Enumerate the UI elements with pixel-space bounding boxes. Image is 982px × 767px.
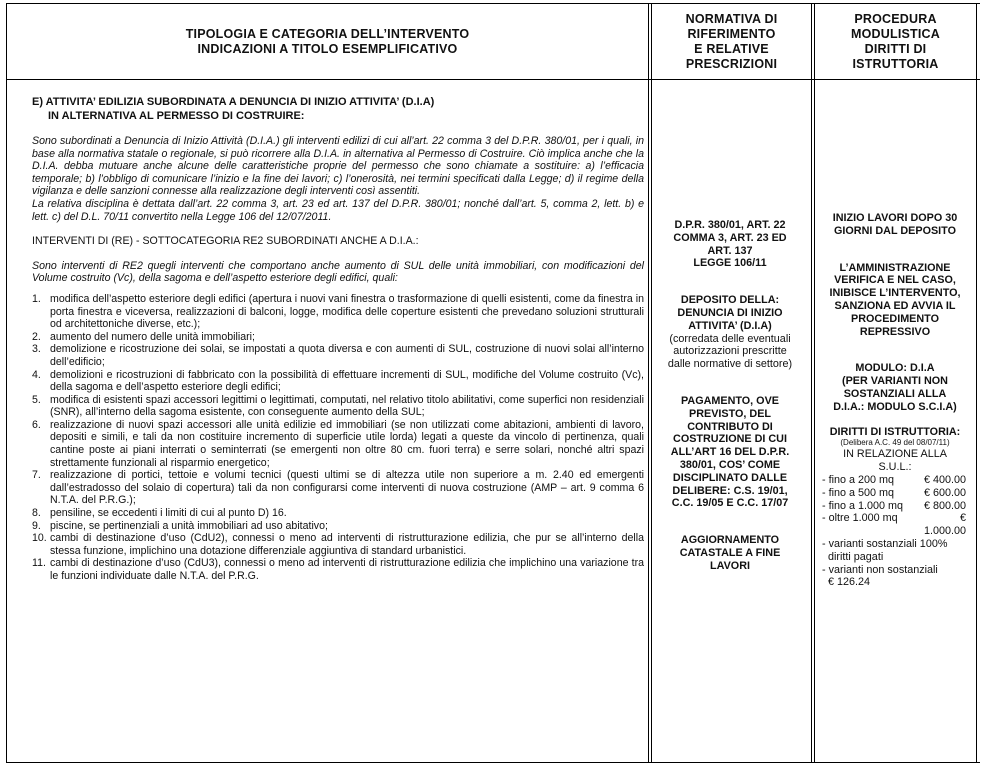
list-item-text: modifica di esistenti spazi accessori legittimi o legittimati, computati, nel relativo titolo abilitativi, come superfici non residenziali (SNR), all’interno della sagoma esistente, con conseguente aumento della SUL; [50, 393, 644, 419]
list-item [32, 369, 644, 394]
fee-label: - fino a 1.000 mq [822, 499, 904, 512]
payment-line: C.C. 19/05 E C.C. 17/07 [671, 497, 789, 510]
deposit-note-line: dalle normative di settore) [667, 358, 793, 371]
module-line: (PER VARIANTI NON [842, 375, 948, 388]
fee-label: - fino a 500 mq [822, 486, 895, 499]
start-works-block [818, 212, 972, 238]
column-divider-2b [814, 3, 815, 763]
section-subtitle: IN ALTERNATIVA AL PERMESSO DI COSTRUIRE: [48, 109, 305, 122]
reference-line: COMMA 3, ART. 23 ED [673, 231, 787, 244]
header-procedura-line: DIRITTI DI [864, 41, 927, 56]
fees-delibera: (Delibera A.C. 49 del 08/07/11) [840, 438, 950, 448]
section-title: E) ATTIVITA’ EDILIZIA SUBORDINATA A DENUNCIA DI INIZIO ATTIVITA’ (D.I.A) [32, 96, 435, 108]
admin-line: L’AMMINISTRAZIONE [839, 261, 951, 274]
header-normativa-line: E RELATIVE [694, 41, 769, 56]
fee-amount: € 800.00 [923, 499, 966, 512]
cadastral-block [655, 534, 805, 572]
deposit-line: ATTIVITA’ (D.I.A) [688, 319, 772, 332]
list-item-number: 7. [32, 469, 41, 482]
list-item-number: 10. [32, 532, 47, 545]
header-typology [7, 4, 648, 79]
list-item-text: aumento del numero delle unità immobiliari; [50, 330, 255, 343]
normativa-content [655, 219, 805, 573]
fee-amount: € 400.00 [923, 473, 966, 486]
header-normativa-line: NORMATIVA DI [685, 11, 778, 26]
module-block [818, 362, 972, 413]
admin-line: REPRESSIVO [859, 325, 931, 338]
variants-non-substantial-amount: € 126.24 [828, 576, 871, 589]
reference-line: ART. 137 [707, 244, 753, 257]
procedura-content [818, 212, 972, 589]
payment-block [655, 395, 805, 510]
fees-title: DIRITTI DI ISTRUTTORIA: [829, 425, 961, 438]
fees-block [818, 426, 972, 590]
list-item [32, 293, 644, 331]
column-divider-1b [651, 3, 652, 763]
fee-row [818, 500, 972, 513]
list-item-number: 6. [32, 418, 41, 431]
fee-label: - oltre 1.000 mq [822, 512, 898, 525]
list-item-text: modifica dell’aspetto esteriore degli edifici (apertura i nuovi vani finestra o trasformazione di quelli esistenti, come da finestra in porta finestra e viceversa, realizzazioni di balconi, logge, modifica delle coperture esistenti che prevedano soluzioni strutturali od architettoniche diverse, etc.); [50, 292, 644, 331]
fees-sul-line: IN RELAZIONE ALLA [843, 448, 947, 461]
list-item [32, 507, 644, 520]
table-left-border [6, 3, 7, 763]
payment-line: PREVISTO, DEL [689, 407, 771, 420]
header-procedura [815, 4, 976, 79]
list-item [32, 532, 644, 557]
list-item-text: pensiline, se eccedenti i limiti di cui al punto D) 16. [50, 507, 287, 520]
fee-row [818, 512, 972, 538]
re2-paragraph: Sono interventi di RE2 quegli interventi che comportano anche aumento di SUL delle unità immobiliari, con modificazioni del Volume costruito (Vc), della sagoma e dell’aspetto esteriore degli edifici, quali: [32, 259, 644, 285]
payment-line: ALL’ART 16 DEL D.P.R. [670, 446, 790, 459]
deposit-line: DEPOSITO DELLA: [680, 294, 780, 307]
payment-line: 380/01, COS’ COME [679, 458, 781, 471]
list-item-text: realizzazione di portici, tettoie e volumi tecnici (questi ultimi se di altezza utile non superiore a m. 2.40 ed emergenti dall’estradosso del solaio di copertura) tali da non configurarsi come interventi di nuova costruzione (AMP – art. 9 comma 6 N.T.A. del P.R.G.); [50, 469, 644, 507]
module-line: MODULO: D.I.A [855, 362, 935, 375]
list-item-number: 2. [32, 330, 41, 343]
list-item-text: cambi di destinazione d’uso (CdU2), connessi o meno ad interventi di ristrutturazione edilizia, che pur se all’interno della stessa funzione, implichino una dotazione differenziale aggiuntiva di standard urbanistici. [50, 532, 644, 557]
variants-substantial: - varianti sostanziali 100% [822, 537, 948, 550]
list-item-number: 8. [32, 507, 41, 520]
list-item-text: demolizioni e ricostruzioni di fabbricato con la possibilità di effettuare incrementi di SUL, modifiche del Volume costruito (Vc), della sagoma e dell’aspetto esteriore degli edifici; [50, 368, 644, 394]
header-typology-line1: TIPOLOGIA E CATEGORIA DELL’INTERVENTO [185, 26, 470, 41]
admin-line: PROCEDIMENTO [851, 312, 939, 325]
list-item [32, 331, 644, 344]
payment-line: PAGAMENTO, OVE [681, 394, 779, 407]
list-item [32, 520, 644, 533]
header-typology-line2: INDICAZIONI A TITOLO ESEMPLIFICATIVO [197, 41, 458, 56]
module-line: SOSTANZIALI ALLA [843, 387, 947, 400]
normativa-references [655, 219, 805, 270]
cadastral-line: AGGIORNAMENTO [680, 534, 780, 547]
reference-line: D.P.R. 380/01, ART. 22 [674, 219, 786, 231]
module-line: D.I.A.: MODULO S.C.I.A) [833, 400, 957, 413]
list-item-number: 11. [32, 557, 46, 570]
list-item-number: 3. [32, 343, 41, 356]
fees-sul-line: S.U.L.: [878, 461, 912, 474]
start-line: GIORNI DAL DEPOSITO [834, 224, 956, 237]
header-procedura-line: PROCEDURA [854, 11, 937, 26]
reference-line: LEGGE 106/11 [693, 257, 767, 270]
payment-line: DELIBERE: C.S. 19/01, [672, 484, 788, 497]
list-item [32, 394, 644, 419]
administration-block [818, 262, 972, 339]
start-line: INIZIO LAVORI DOPO 30 [832, 212, 958, 224]
header-procedura-line: MODULISTICA [851, 26, 940, 41]
payment-line: DISCIPLINATO DALLE [672, 471, 788, 484]
admin-line: INIBISCE L’INTERVENTO, [829, 287, 961, 300]
fee-amount: € 600.00 [923, 486, 966, 499]
fee-row [818, 487, 972, 500]
table-bottom-border [6, 762, 980, 763]
subcategory-heading: INTERVENTI DI (RE) - SOTTOCATEGORIA RE2 SUBORDINATI ANCHE A D.I.A.: [32, 235, 419, 248]
fee-row [818, 474, 972, 487]
deposit-block [655, 294, 805, 371]
deposit-note-line: autorizzazioni prescritte [673, 345, 787, 358]
typology-content [32, 96, 644, 583]
header-normativa [652, 4, 811, 79]
intervention-list [32, 293, 644, 583]
fee-amount: € 1.000.00 [923, 512, 966, 538]
column-divider-1 [648, 3, 649, 763]
cadastral-line: LAVORI [710, 559, 750, 572]
list-item [32, 557, 644, 582]
header-normativa-line: RIFERIMENTO [687, 26, 776, 41]
fee-label: - fino a 200 mq [822, 473, 895, 486]
list-item [32, 469, 644, 507]
list-item-text: cambi di destinazione d’uso (CdU3), connessi o meno ad interventi di ristrutturazione edilizia che implichino una variazione tra le funzioni individuate dalle N.T.A. del P.R.G. [50, 557, 644, 582]
variants-non-substantial: - varianti non sostanziali [822, 563, 938, 576]
cadastral-line: CATASTALE A FINE [679, 546, 781, 559]
admin-line: VERIFICA E NEL CASO, [834, 274, 956, 287]
list-item-number: 1. [32, 292, 41, 305]
header-procedura-line: ISTRUTTORIA [852, 56, 939, 71]
header-bottom-border [6, 79, 980, 80]
list-item-number: 9. [32, 519, 41, 532]
list-item-text: realizzazione di nuovi spazi accessori alle unità edilizie ed immobiliari (se non utilizzati come abitazioni, ambienti di lavoro, depositi e simili, e tali da non costituire incremento di superficie utile lorda) legati a queste da vincolo di pertinenza, quali cantine poste ai piani interrati o seminterrati (se emergenti non oltre 80 cm. fuori terra) e serre solari, nonché altri spazi strettamente funzionali al risparmio energetico; [50, 418, 644, 469]
admin-line: SANZIONA ED AVVIA IL [834, 299, 956, 312]
list-item-text: piscine, se pertinenziali a unità immobiliari ad uso abitativo; [50, 519, 328, 532]
list-item [32, 343, 644, 368]
list-item-number: 5. [32, 393, 41, 406]
deposit-line: DENUNCIA DI INIZIO [677, 306, 783, 319]
list-item [32, 419, 644, 469]
deposit-note-line: (corredata delle eventuali [669, 332, 791, 345]
list-item-number: 4. [32, 368, 41, 381]
header-normativa-line: PRESCRIZIONI [685, 56, 778, 71]
variants-substantial-cont: diritti pagati [828, 550, 884, 563]
intro-paragraph: Sono subordinati a Denuncia di Inizio Attività (D.I.A.) gli interventi edilizi di cui all’art. 22 comma 3 del D.P.R. 380/01, per i quali, in base alla normativa statale o regionale, si può ricorrere alla D.I.A. in alternativa al Permesso di Costruire. Ciò implica anche che la D.I.A. debba mutuare anche alcune delle caratteristiche proprie del permesso che sono chiamate a sostituire: a) l’efficacia temporale; b) l’obbligo di comunicare l’inizio e la fine dei lavori; c) l’onerosità, nei termini specificati dalla Legge; d) il regime della vigilanza e delle sanzioni connesse alla realizzazione degli interventi così assentiti. [32, 135, 644, 198]
payment-line: CONTRIBUTO DI [687, 420, 773, 433]
column-divider-2 [811, 3, 812, 763]
table-right-border [976, 3, 977, 763]
payment-line: COSTRUZIONE DI CUI [673, 433, 787, 446]
list-item-text: demolizione e ricostruzione dei solai, se impostati a quota diversa e con aumenti di SUL, costruzione di nuovi solai all’interno dell’edificio; [50, 343, 644, 368]
discipline-paragraph: La relativa disciplina è dettata dall’art. 22 comma 3, art. 23 ed art. 137 del D.P.R. 380/01; nonché dall’art. 5, comma 2, lett. b) e lett. c) del D.L. 70/11 convertito nella Legge 106 del 12/07/2011. [32, 197, 644, 223]
